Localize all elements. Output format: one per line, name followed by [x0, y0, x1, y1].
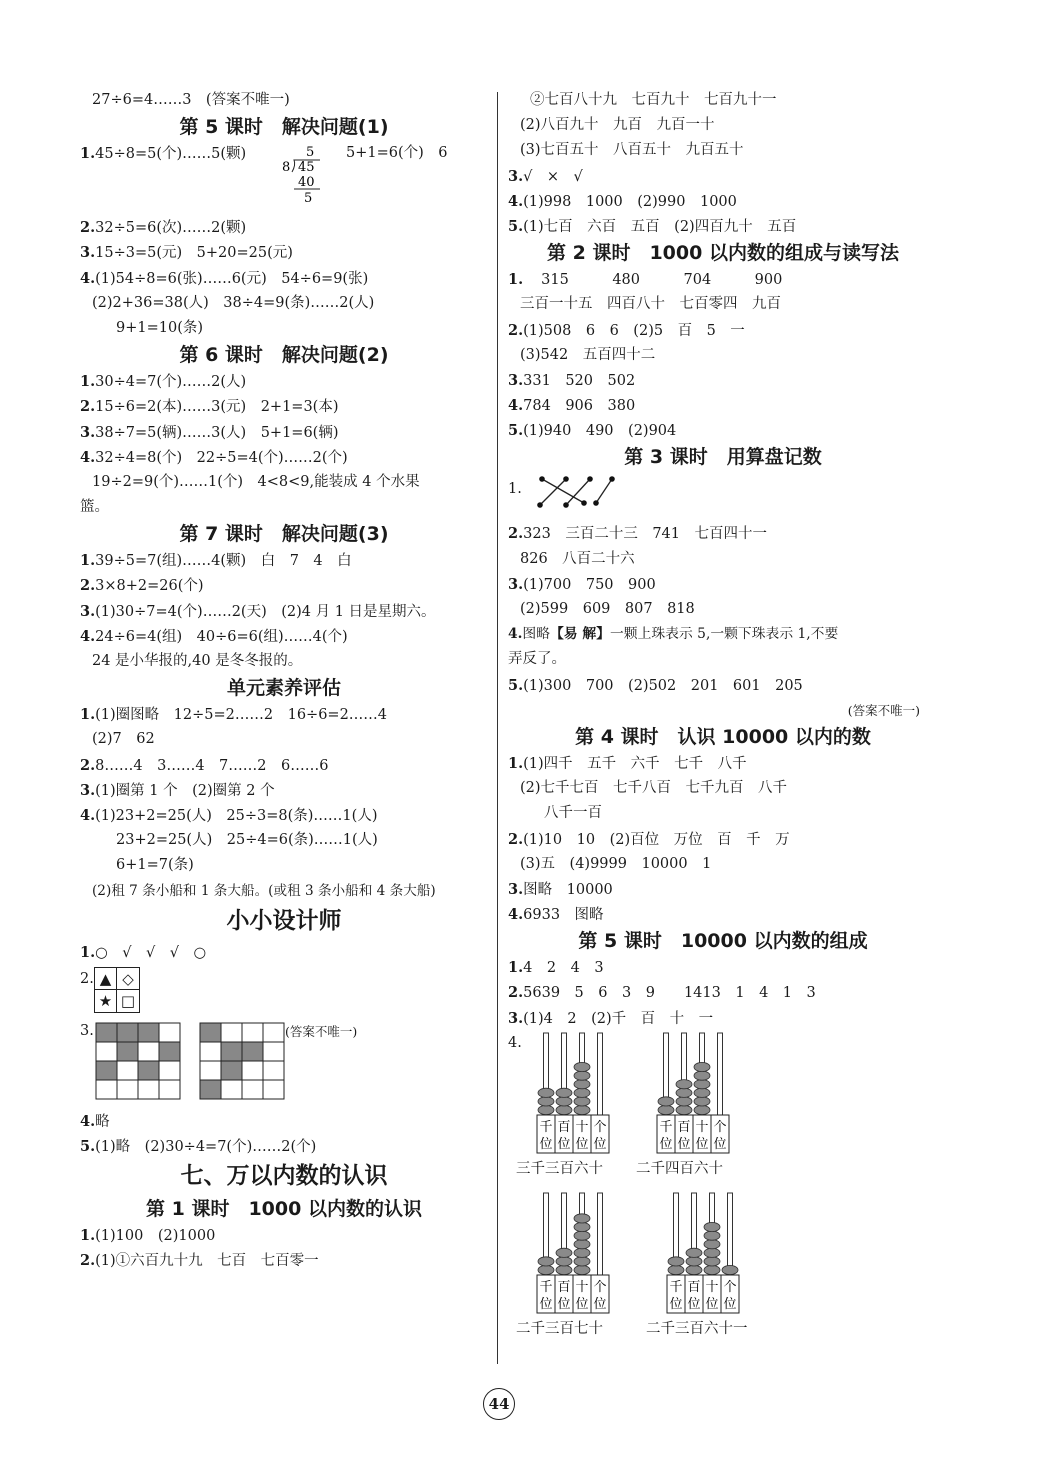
abacus-place-label: 百	[557, 1279, 571, 1295]
answer-text: (1)998 1000 (2)990 1000	[523, 193, 737, 210]
abacus-bead	[574, 1265, 590, 1274]
answer-line: 9+1=10(条)	[116, 319, 204, 336]
question-number: 4.	[80, 448, 96, 466]
question-x-5	[80, 1134, 488, 1159]
question-number: 4.	[80, 269, 96, 287]
section-heading-6: 第 6 课时 解决问题(2)	[179, 344, 389, 367]
question-number: 4.	[508, 626, 523, 643]
section-heading-5r: 第 5 课时 10000 以内数的组成	[578, 930, 868, 953]
abacus-rod	[598, 1033, 603, 1115]
answer-text: (1)①六百九十九 七百 七百零一	[95, 1253, 319, 1270]
answer-text: (1)略 (2)30÷4=7(个)……2(个)	[95, 1139, 317, 1156]
question-number: 5.	[80, 1138, 96, 1156]
abacus-bead	[676, 1105, 692, 1114]
triangle-icon: ▲	[95, 968, 117, 990]
question-a-5	[508, 418, 938, 443]
question-a-2	[508, 318, 938, 343]
question-number: 3.	[80, 1022, 94, 1039]
question-c-4	[508, 902, 938, 927]
abacus-bead	[694, 1071, 710, 1080]
answer-text: (1)300 700 (2)502 201 601 205	[523, 677, 803, 694]
question-c-2	[508, 827, 938, 852]
question-u-4	[80, 803, 488, 828]
question-7-1	[80, 548, 488, 573]
question-d-4	[508, 1031, 938, 1363]
answer-text: 8……4 3……4 7……2 6……6	[95, 757, 329, 774]
question-number: 1.	[80, 373, 96, 391]
section-heading-1: 第 1 课时 1000 以内数的认识	[146, 1198, 422, 1221]
question-number: 2.	[508, 984, 524, 1002]
question-number: 4.	[80, 806, 96, 824]
question-number: 4.	[508, 1034, 522, 1051]
answer-line: 篮。	[80, 499, 109, 516]
chapter-heading: 七、万以内数的认识	[180, 1163, 388, 1190]
question-number: 2.	[80, 398, 96, 416]
hint-text: 一颗上珠表示 5,一颗下珠表示 1,不要	[610, 626, 839, 643]
abacus-bead	[704, 1248, 720, 1257]
answer-text: (1)4 2 (2)千 百 十 一	[523, 1010, 714, 1027]
question-number: 3.	[80, 423, 96, 441]
answer-text: ○ √ √ √ ○	[95, 944, 207, 961]
question-7-4	[80, 624, 488, 649]
question-number: 3.	[508, 575, 524, 593]
question-number: 2.	[508, 525, 524, 543]
question-number: 1.	[508, 271, 524, 289]
abacus-bead	[694, 1088, 710, 1097]
abacus-place-label: 位	[539, 1296, 553, 1312]
answer-line: (2)2+36=38(人) 38÷4=9(条)……2(人)	[92, 294, 375, 311]
question-number: 4.	[508, 397, 524, 415]
answer-text: (1)700 750 900	[523, 576, 656, 593]
pattern-grid-2	[200, 1023, 284, 1099]
question-number: 2.	[80, 756, 96, 774]
abacus-bead	[574, 1079, 590, 1088]
abacus-bead	[574, 1231, 590, 1240]
grid-cell-shaded	[96, 1061, 117, 1080]
question-number: 1.	[80, 1227, 96, 1245]
abacus-bead	[686, 1257, 702, 1266]
section-heading-5: 第 5 课时 解决问题(1)	[179, 116, 389, 139]
abacus-rod	[718, 1033, 723, 1115]
section-heading-7: 第 7 课时 解决问题(3)	[179, 523, 389, 546]
left-column	[80, 88, 488, 1274]
abacus-place-label: 位	[593, 1296, 607, 1312]
question-5-2	[80, 215, 488, 240]
question-number: 3.	[508, 1009, 524, 1027]
abacus-bead	[538, 1265, 554, 1274]
answer-text: 24÷6=4(组) 40÷6=6(组)……4(个)	[95, 628, 348, 645]
question-5-3	[80, 240, 488, 265]
answer-text: 32÷4=8(个) 22÷5=4(个)……2(个)	[95, 449, 348, 466]
question-number: 2.	[508, 321, 524, 339]
abacus-bead	[574, 1105, 590, 1114]
question-number: 3.	[80, 781, 96, 799]
answer-text: 5639 5 6 3 9 1413 1 4 1 3	[523, 985, 816, 1002]
answer-text: 315 480 704 900	[541, 272, 783, 289]
answer-text: 图略	[522, 626, 550, 643]
grid-cell-shaded	[138, 1023, 159, 1042]
question-number: 3.	[80, 244, 96, 262]
abacus	[646, 1191, 768, 1341]
answer-line: 三百一十五 四百八十 七百零四 九百	[520, 296, 781, 313]
question-r-5	[508, 214, 938, 239]
question-a-4	[508, 393, 938, 418]
abacus-place-label: 千	[669, 1279, 683, 1295]
question-b-5	[508, 673, 938, 698]
abacus-bead	[538, 1257, 554, 1266]
question-5-1	[80, 141, 488, 207]
question-number: 1.	[80, 145, 96, 163]
question-c-1	[508, 751, 938, 776]
question-x-4	[80, 1109, 488, 1134]
question-b-1	[508, 471, 938, 521]
abacus-place-label: 位	[557, 1136, 571, 1152]
abacus-place-label: 十	[705, 1279, 719, 1295]
section-heading-4: 第 4 课时 认识 10000 以内的数	[575, 725, 871, 748]
answer-line: 23+2=25(人) 25÷4=6(条)……1(人)	[116, 832, 378, 849]
abacus-place-label: 个	[593, 1279, 607, 1295]
question-number: 4.	[508, 906, 524, 924]
grid-cell-shaded	[200, 1023, 221, 1042]
abacus-bead	[538, 1097, 554, 1106]
answer-text: 图略 10000	[523, 881, 613, 898]
abacus-place-label: 位	[575, 1296, 589, 1312]
abacus-bead	[704, 1265, 720, 1274]
answer-line: 弄反了。	[508, 651, 566, 668]
answer-line: (3)五 (4)9999 10000 1	[520, 855, 712, 872]
shape-grid	[94, 967, 140, 1013]
abacus-bead	[676, 1088, 692, 1097]
abacus	[636, 1031, 758, 1181]
question-6-4	[80, 445, 488, 470]
answer-line: 27÷6=4……3 (答案不唯一)	[92, 92, 290, 108]
answer-text: 784 906 380	[523, 398, 636, 415]
pattern-grid-1	[96, 1023, 180, 1099]
answer-line: (3)七百五十 八百五十 九百五十	[520, 142, 744, 159]
abacus-caption: 二千三百六十一	[646, 1320, 748, 1337]
answer-text: (1)七百 六百 五百 (2)四百九十 五百	[523, 218, 797, 235]
question-number: 1.	[508, 754, 524, 772]
matching-lines	[524, 471, 634, 521]
answer-text: (1)54÷8=6(张)……6(元) 54÷6=9(张)	[95, 270, 369, 287]
question-d-1	[508, 955, 938, 980]
answer-line: (2)八百九十 九百 九百一十	[520, 117, 715, 134]
abacus-place-label: 千	[539, 1279, 553, 1295]
question-s-2	[80, 1248, 488, 1273]
question-7-3	[80, 599, 488, 624]
question-number: 2.	[80, 219, 96, 237]
abacus-bead	[658, 1097, 674, 1106]
answer-note: (答案不唯一)	[285, 1023, 358, 1039]
abacus-place-label: 位	[593, 1136, 607, 1152]
connector-lines	[540, 479, 612, 505]
question-u-1	[80, 702, 488, 727]
question-number: 5.	[508, 676, 524, 694]
abacus-place-label: 个	[723, 1279, 737, 1295]
answer-text: 323 三百二十三 741 七百四十一	[523, 526, 767, 543]
grid-cell-shaded	[200, 1080, 221, 1099]
answer-line: 6+1=7(条)	[116, 857, 194, 874]
abacus-bead	[556, 1257, 572, 1266]
answer-text: (1)940 490 (2)904	[523, 423, 677, 440]
answer-text: √ × √	[523, 168, 583, 185]
abacus-place-label: 个	[593, 1119, 607, 1135]
question-x-3	[80, 1017, 488, 1109]
answer-text: 32÷5=6(次)……2(颗)	[95, 220, 247, 237]
question-s-1	[80, 1223, 488, 1248]
abacus-diagrams	[518, 1031, 778, 1363]
question-number: 1.	[508, 959, 524, 977]
answer-text: 39÷5=7(组)……4(颗) 白 7 4 白	[95, 553, 352, 570]
abacus-place-label: 百	[687, 1279, 701, 1295]
answer-text: (1)10 10 (2)百位 万位 百 千 万	[523, 831, 790, 848]
question-number: 3.	[508, 880, 524, 898]
answer-text: 5+1=6(个) 6	[346, 145, 448, 162]
abacus-bead	[658, 1105, 674, 1114]
answer-text: 45÷8=5(个)……5(颗)	[95, 146, 247, 163]
square-icon: □	[120, 991, 136, 1010]
abacus-bead	[538, 1088, 554, 1097]
question-number: 1.	[80, 552, 96, 570]
answer-text: (1)四千 五千 六千 七千 八千	[523, 755, 747, 772]
abacus-bead	[704, 1257, 720, 1266]
abacus-place-label: 位	[723, 1296, 737, 1312]
abacus-bead	[676, 1097, 692, 1106]
question-d-2	[508, 980, 938, 1005]
abacus-frame	[656, 1031, 748, 1155]
abacus-bead	[574, 1088, 590, 1097]
grid-cell-shaded	[242, 1042, 263, 1061]
answer-text: 15÷6=2(本)……3(元) 2+1=3(本)	[95, 399, 339, 416]
star-icon: ★	[95, 990, 117, 1012]
section-heading-designer: 小小设计师	[226, 907, 342, 934]
abacus-frame	[536, 1191, 628, 1315]
abacus-frame	[666, 1191, 758, 1315]
abacus-bead	[574, 1239, 590, 1248]
answer-line: (2)租 7 条小船和 1 条大船。(或租 3 条小船和 4 条大船)	[92, 882, 436, 899]
answer-text: (1)圈第 1 个 (2)圈第 2 个	[95, 782, 275, 799]
answer-text: 30÷4=7(个)……2(人)	[95, 374, 247, 391]
answer-line: 19÷2=9(个)……1(个) 4<8<9,能装成 4 个水果	[92, 473, 420, 490]
question-r-4	[508, 189, 938, 214]
abacus-place-label: 位	[677, 1136, 691, 1152]
answer-line: (2)7 62	[92, 731, 155, 748]
question-number: 1.	[508, 481, 522, 498]
question-x-1	[80, 940, 488, 965]
answer-text: (1)30÷7=4(个)……2(天) (2)4 月 1 日是星期六。	[95, 603, 436, 620]
answer-text: (1)23+2=25(人) 25÷3=8(条)……1(人)	[95, 807, 378, 824]
abacus-bead	[694, 1097, 710, 1106]
answer-text: (1)圈图略 12÷5=2……2 16÷6=2……4	[95, 707, 388, 724]
question-number: 1.	[80, 943, 96, 961]
answer-line: (3)542 五百四十二	[520, 346, 656, 363]
question-number: 1.	[80, 706, 96, 724]
question-5-4	[80, 266, 488, 291]
abacus-place-label: 十	[695, 1119, 709, 1135]
abacus-caption: 二千三百七十	[516, 1320, 603, 1337]
abacus-place-label: 位	[659, 1136, 673, 1152]
question-number: 2.	[80, 1252, 96, 1270]
abacus-bead	[668, 1265, 684, 1274]
question-number: 4.	[80, 627, 96, 645]
hint-tag: 【易 解】	[550, 626, 610, 643]
question-number: 2.	[80, 577, 96, 595]
abacus-rod	[728, 1193, 733, 1275]
question-d-3	[508, 1006, 938, 1031]
answer-text: 3×8+2=26(个)	[95, 578, 204, 595]
question-7-2	[80, 573, 488, 598]
question-number: 5.	[508, 217, 524, 235]
abacus-bead	[694, 1105, 710, 1114]
abacus-caption: 二千四百六十	[636, 1160, 723, 1177]
question-r-3	[508, 164, 938, 189]
abacus-frame	[536, 1031, 628, 1155]
abacus-caption: 三千三百六十	[516, 1160, 603, 1177]
question-number: 3.	[508, 371, 524, 389]
diamond-icon: ◇	[117, 968, 139, 990]
answer-text: 6933 图略	[523, 907, 604, 924]
answer-text: (1)508 6 6 (2)5 百 5 一	[523, 322, 745, 339]
grid-cell-shaded	[117, 1042, 138, 1061]
abacus-bead	[704, 1222, 720, 1231]
abacus-bead	[556, 1265, 572, 1274]
question-number: 2.	[80, 970, 94, 987]
answer-text: 4 2 4 3	[523, 960, 604, 977]
answer-line: 24 是小华报的,40 是冬冬报的。	[92, 653, 303, 669]
abacus-bead	[704, 1239, 720, 1248]
abacus-bead	[574, 1062, 590, 1071]
abacus-bead	[574, 1214, 590, 1223]
question-a-3	[508, 368, 938, 393]
question-number: 3.	[80, 602, 96, 620]
abacus-place-label: 位	[687, 1296, 701, 1312]
abacus-place-label: 位	[557, 1296, 571, 1312]
question-number: 4.	[508, 192, 524, 210]
question-number: 3.	[508, 167, 524, 185]
division-product: 40	[298, 175, 315, 191]
abacus-place-label: 千	[659, 1119, 673, 1135]
answer-note: (答案不唯一)	[847, 702, 920, 718]
abacus-place-label: 千	[539, 1119, 553, 1135]
abacus-place-label: 位	[669, 1296, 683, 1312]
abacus-bead	[694, 1062, 710, 1071]
grid-cell-shaded	[117, 1023, 138, 1042]
abacus-place-label: 位	[539, 1136, 553, 1152]
answer-text: 略	[95, 1113, 110, 1130]
question-number: 4.	[80, 1112, 96, 1130]
abacus-bead	[556, 1088, 572, 1097]
answer-line: ②七百八十九 七百九十 七百九十一	[530, 92, 777, 108]
abacus	[516, 1031, 638, 1181]
question-6-3	[80, 420, 488, 445]
question-b-2	[508, 521, 938, 546]
division-dividend: 45	[298, 160, 315, 176]
page-number: 44	[483, 1388, 515, 1420]
question-number: 5.	[508, 422, 524, 440]
division-quotient: 5	[306, 145, 315, 161]
abacus-bead	[574, 1071, 590, 1080]
abacus-place-label: 十	[575, 1119, 589, 1135]
abacus-rod	[598, 1193, 603, 1275]
question-6-1	[80, 369, 488, 394]
abacus-bead	[556, 1248, 572, 1257]
answer-text: 38÷7=5(辆)……3(人) 5+1=6(辆)	[95, 424, 339, 441]
abacus-place-label: 位	[575, 1136, 589, 1152]
abacus-place-label: 十	[575, 1279, 589, 1295]
abacus-bead	[574, 1222, 590, 1231]
right-column	[508, 88, 938, 1363]
section-heading-2: 第 2 课时 1000 以内数的组成与读写法	[547, 242, 899, 265]
abacus-bead	[556, 1105, 572, 1114]
abacus-place-label: 位	[713, 1136, 727, 1152]
question-number: 2.	[508, 830, 524, 848]
column-divider	[497, 92, 498, 1364]
pattern-grids	[94, 1021, 294, 1105]
abacus-place-label: 百	[677, 1119, 691, 1135]
grid-cell-shaded	[159, 1042, 180, 1061]
abacus-bead	[704, 1231, 720, 1240]
division-remainder: 5	[304, 191, 313, 207]
question-x-2	[80, 965, 488, 1017]
answer-line: (2)599 609 807 818	[520, 601, 695, 617]
abacus-place-label: 百	[557, 1119, 571, 1135]
question-a-1	[508, 267, 938, 292]
abacus-bead	[574, 1248, 590, 1257]
question-u-2	[80, 753, 488, 778]
answer-text: 331 520 502	[523, 372, 636, 389]
grid-cell-shaded	[221, 1061, 242, 1080]
section-heading-3: 第 3 课时 用算盘记数	[624, 446, 822, 469]
question-6-2	[80, 394, 488, 419]
abacus-place-label: 个	[713, 1119, 727, 1135]
grid-cell-shaded	[96, 1023, 117, 1042]
answer-text: 15÷3=5(元) 5+20=25(元)	[95, 245, 293, 262]
abacus-place-label: 位	[695, 1136, 709, 1152]
abacus-bead	[556, 1097, 572, 1106]
division-divisor: 8	[282, 160, 291, 176]
abacus-bead	[686, 1248, 702, 1257]
long-division	[280, 141, 340, 207]
answer-line: 八千一百	[544, 805, 602, 822]
abacus-bead	[722, 1265, 738, 1274]
abacus-bead	[574, 1097, 590, 1106]
abacus-bead	[686, 1265, 702, 1274]
answer-text: (1)100 (2)1000	[95, 1228, 216, 1245]
section-heading-unit-review: 单元素养评估	[226, 677, 341, 700]
abacus-bead	[694, 1079, 710, 1088]
question-b-3	[508, 572, 938, 597]
abacus	[516, 1191, 638, 1341]
abacus-bead	[538, 1105, 554, 1114]
question-u-3	[80, 778, 488, 803]
answer-line: 826 八百二十六	[520, 550, 635, 567]
abacus-place-label: 位	[705, 1296, 719, 1312]
abacus-bead	[676, 1079, 692, 1088]
abacus-bead	[574, 1257, 590, 1266]
question-b-4	[508, 622, 938, 647]
question-c-3	[508, 877, 938, 902]
abacus-bead	[668, 1257, 684, 1266]
answer-line: (2)七千七百 七千八百 七千九百 八千	[520, 780, 788, 797]
grid-cell-shaded	[138, 1061, 159, 1080]
grid-cell-shaded	[221, 1042, 242, 1061]
